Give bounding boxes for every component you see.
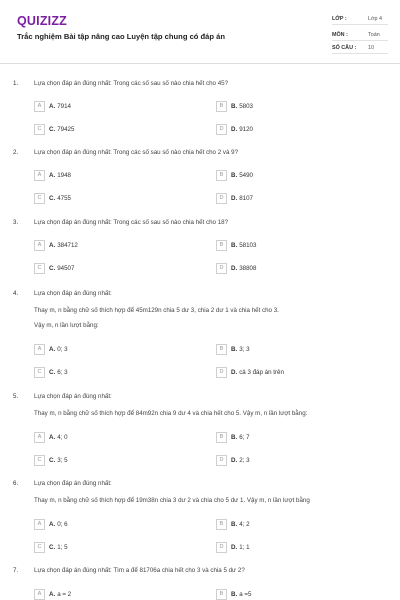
option-text: 38808	[239, 265, 257, 272]
option-label	[49, 346, 68, 353]
option-prefix: A.	[49, 103, 56, 110]
option-text: 384712	[57, 242, 78, 249]
option-label	[49, 544, 68, 551]
question-number: 5.	[13, 393, 19, 400]
question-number: 2.	[13, 149, 19, 156]
option-letter-box: B	[216, 344, 227, 355]
option-letter-box: C	[34, 542, 45, 553]
option-letter-box: D	[216, 263, 227, 274]
option-label	[49, 242, 78, 249]
option-letter-box: B	[216, 170, 227, 181]
option-text: 5490	[239, 172, 253, 179]
meta-count-key: SỐ CÂU :	[332, 45, 357, 51]
option-text: cả 3 đáp án trên	[239, 369, 284, 376]
quizizz-logo: QUIZIZZ	[17, 14, 68, 28]
option-label	[49, 126, 74, 133]
option-letter-box: A	[34, 240, 45, 251]
option-text: 3; 3	[239, 346, 250, 353]
option-label	[231, 544, 250, 551]
option-letter-box: D	[216, 455, 227, 466]
option-label	[231, 126, 253, 133]
option-label	[49, 591, 71, 598]
option-text: 9120	[239, 126, 253, 133]
option-label	[49, 434, 68, 441]
option-label	[231, 457, 250, 464]
option-label	[231, 242, 256, 249]
option-prefix: B.	[231, 521, 238, 528]
option-letter-box: D	[216, 193, 227, 204]
meta-subject-value: Toán	[368, 32, 380, 38]
document-title: Trắc nghiệm Bài tập nâng cao Luyện tập chung có đáp án	[17, 32, 226, 41]
option-label	[49, 265, 74, 272]
option-letter-box: B	[216, 519, 227, 530]
option-letter-box: A	[34, 344, 45, 355]
option-text: 1; 5	[57, 544, 68, 551]
option-prefix: C.	[49, 265, 56, 272]
option-label	[49, 195, 71, 202]
option-prefix: A.	[49, 434, 56, 441]
option-label	[231, 434, 250, 441]
option-letter-box: B	[216, 240, 227, 251]
option-text: 4; 0	[57, 434, 68, 441]
meta-grade-value: Lớp 4	[368, 16, 383, 22]
option-letter-box: D	[216, 542, 227, 553]
meta-count-value: 10	[368, 45, 374, 51]
option-letter-box: D	[216, 367, 227, 378]
question-number: 1.	[13, 80, 19, 87]
option-prefix: A.	[49, 346, 56, 353]
option-text: 5803	[239, 103, 253, 110]
option-label	[231, 521, 250, 528]
option-prefix: D.	[231, 126, 238, 133]
option-prefix: B.	[231, 434, 238, 441]
option-prefix: D.	[231, 457, 238, 464]
option-label	[231, 103, 253, 110]
option-text: 6; 7	[239, 434, 250, 441]
question-text: Thay m, n bằng chữ số thích hợp để 45m129n chia 5 dư 3, chia 2 dư 1 và chia hết cho 3.	[34, 307, 279, 314]
option-letter-box: D	[216, 124, 227, 135]
meta-grade-key: LỚP :	[332, 16, 347, 22]
option-text: 8107	[239, 195, 253, 202]
question-text: Thay m, n bằng chữ số thích hợp để 19m38n chia 3 dư 2 và chia cho 5 dư 1. Vậy m, n lần lượt bằng	[34, 497, 310, 504]
option-prefix: B.	[231, 242, 238, 249]
option-letter-box: C	[34, 263, 45, 274]
option-letter-box: A	[34, 170, 45, 181]
option-letter-box: C	[34, 367, 45, 378]
question-text: Lựa chọn đáp án đúng nhất: Trong các số sau số nào chia hết cho 18?	[34, 219, 229, 226]
option-label	[49, 103, 71, 110]
question-number: 6.	[13, 480, 19, 487]
question-text: Lựa chọn đáp án đúng nhất:	[34, 480, 112, 487]
option-prefix: D.	[231, 195, 238, 202]
option-letter-box: C	[34, 124, 45, 135]
option-label	[49, 521, 68, 528]
question-number: 4.	[13, 290, 19, 297]
option-label	[49, 369, 68, 376]
option-label	[49, 457, 68, 464]
question-text: Lựa chọn đáp án đúng nhất: Trong các số sau số nào chia hết cho 45?	[34, 80, 229, 87]
option-text: 3; 5	[57, 457, 68, 464]
option-letter-box: A	[34, 101, 45, 112]
question-text: Thay m, n bằng chữ số thích hợp để 84m92n chia 9 dư 4 và chia hết cho 5. Vậy m, n lần lượt bằng:	[34, 410, 308, 417]
option-label	[49, 172, 71, 179]
option-letter-box: B	[216, 432, 227, 443]
option-prefix: C.	[49, 126, 56, 133]
option-label	[231, 591, 251, 598]
option-letter-box: A	[34, 432, 45, 443]
option-prefix: D.	[231, 265, 238, 272]
option-text: 6; 3	[57, 369, 68, 376]
option-text: a =5	[239, 591, 252, 598]
option-text: 58103	[239, 242, 257, 249]
option-letter-box: B	[216, 101, 227, 112]
option-prefix: A.	[49, 521, 56, 528]
question-number: 3.	[13, 219, 19, 226]
option-text: 1948	[57, 172, 71, 179]
option-prefix: C.	[49, 544, 56, 551]
option-letter-box: A	[34, 589, 45, 600]
option-prefix: D.	[231, 544, 238, 551]
option-label	[231, 195, 253, 202]
option-text: 4755	[57, 195, 71, 202]
option-letter-box: B	[216, 589, 227, 600]
option-prefix: B.	[231, 103, 238, 110]
option-letter-box: C	[34, 455, 45, 466]
question-text: Vậy m, n lần lượt bằng:	[34, 322, 99, 329]
option-prefix: B.	[231, 346, 238, 353]
option-prefix: B.	[231, 172, 238, 179]
option-prefix: C.	[49, 457, 56, 464]
option-text: 0; 6	[57, 521, 68, 528]
option-text: 94507	[57, 265, 75, 272]
option-label	[231, 172, 253, 179]
option-label	[231, 346, 250, 353]
option-label	[231, 265, 256, 272]
option-letter-box: A	[34, 519, 45, 530]
question-text: Lựa chọn đáp án đúng nhất: Trong các số sau số nào chia hết cho 2 và 9?	[34, 149, 239, 156]
option-text: 2; 3	[239, 457, 250, 464]
option-text: 79425	[57, 126, 75, 133]
option-prefix: D.	[231, 369, 238, 376]
option-label	[231, 369, 284, 376]
option-text: a = 2	[57, 591, 72, 598]
option-text: 7914	[57, 103, 71, 110]
question-text: Lựa chọn đáp án đúng nhất: Tìm a để 81706a chia hết cho 3 và chia 5 dư 2?	[34, 567, 245, 574]
option-text: 4; 2	[239, 521, 250, 528]
document-header	[0, 0, 400, 64]
option-prefix: C.	[49, 369, 56, 376]
meta-subject	[332, 29, 388, 41]
option-prefix: A.	[49, 242, 56, 249]
meta-grade	[332, 13, 388, 25]
meta-subject-key: MÔN :	[332, 32, 348, 38]
option-text: 1; 1	[239, 544, 250, 551]
meta-question-count	[332, 42, 388, 54]
option-letter-box: C	[34, 193, 45, 204]
question-text: Lựa chọn đáp án đúng nhất:	[34, 393, 112, 400]
option-prefix: A.	[49, 591, 56, 598]
option-text: 0; 3	[57, 346, 68, 353]
option-prefix: A.	[49, 172, 56, 179]
question-text: Lựa chọn đáp án đúng nhất:	[34, 290, 112, 297]
option-prefix: C.	[49, 195, 56, 202]
question-number: 7.	[13, 567, 19, 574]
option-prefix: B.	[231, 591, 238, 598]
